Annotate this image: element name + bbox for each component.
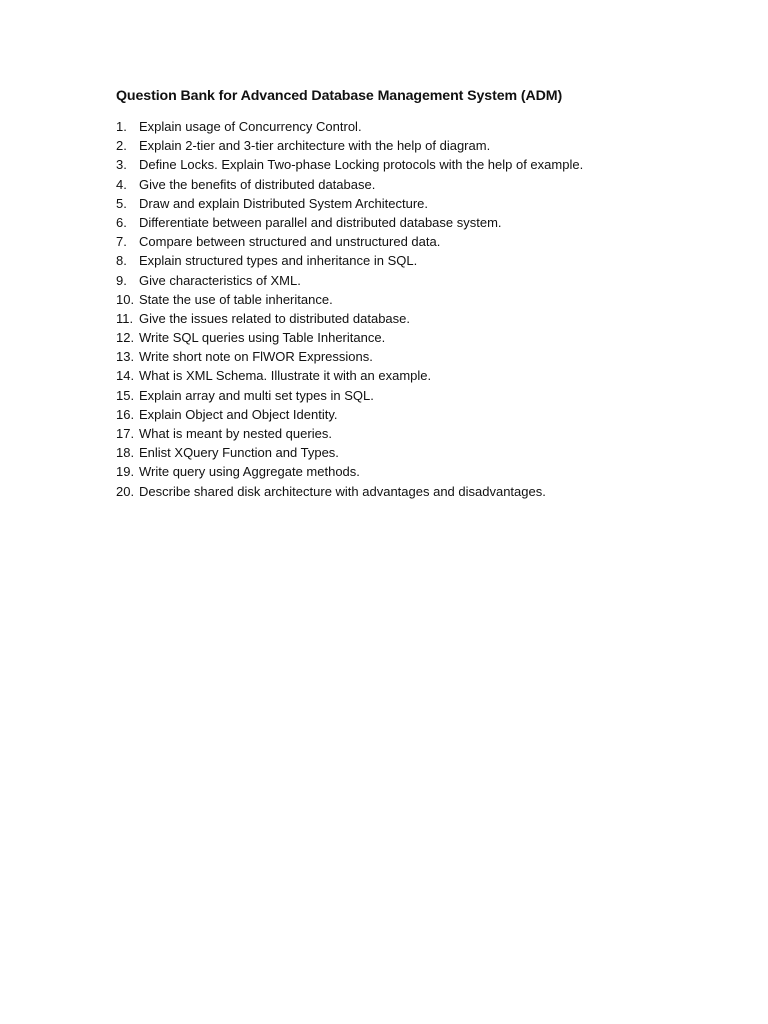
- question-text: Define Locks. Explain Two-phase Locking protocols with the help of example.: [139, 157, 584, 173]
- question-text: Draw and explain Distributed System Architecture.: [139, 195, 429, 211]
- question-text: Give the issues related to distributed database.: [139, 310, 410, 326]
- question-text: Write query using Aggregate methods.: [139, 464, 360, 480]
- question-number: 16.: [116, 406, 135, 422]
- question-number: 7.: [116, 234, 127, 250]
- question-number: 5.: [116, 195, 127, 211]
- question-item: [116, 309, 583, 328]
- question-text: Explain Object and Object Identity.: [139, 406, 338, 422]
- question-item: [116, 271, 583, 290]
- question-text: Explain usage of Concurrency Control.: [139, 119, 362, 134]
- question-number: 2.: [116, 138, 127, 154]
- question-list: [116, 117, 583, 501]
- question-number: 13.: [116, 349, 135, 365]
- question-number: 11.: [116, 310, 134, 326]
- question-text: What is meant by nested queries.: [139, 426, 332, 441]
- question-item: [116, 251, 583, 270]
- question-number: 12.: [116, 330, 135, 346]
- question-item: [116, 232, 583, 251]
- question-text: Write SQL queries using Table Inheritance.: [139, 330, 386, 346]
- question-text: Explain array and multi set types in SQL.: [139, 387, 374, 403]
- question-item: [116, 443, 583, 462]
- document-title: Question Bank for Advanced Database Management System (ADM): [116, 88, 563, 104]
- question-number: 15.: [116, 387, 135, 403]
- question-text: State the use of table inheritance.: [139, 291, 333, 307]
- question-number: 8.: [116, 253, 127, 269]
- question-number: 3.: [116, 157, 127, 173]
- question-number: 17.: [116, 426, 135, 441]
- question-text: Give characteristics of XML.: [139, 272, 301, 288]
- question-item: [116, 290, 583, 309]
- question-item: [116, 405, 583, 424]
- question-item: [116, 194, 583, 213]
- question-number: 18.: [116, 445, 135, 461]
- question-item: [116, 366, 583, 385]
- question-text: Enlist XQuery Function and Types.: [139, 445, 339, 461]
- question-item: [116, 155, 583, 174]
- question-number: 6.: [116, 214, 127, 230]
- question-item: [116, 175, 583, 194]
- question-item: [116, 482, 583, 501]
- question-item: [116, 386, 583, 405]
- question-text: Explain structured types and inheritance in SQL.: [139, 253, 418, 269]
- question-number: 9.: [116, 272, 127, 288]
- question-number: 10.: [116, 291, 135, 307]
- question-item: [116, 117, 583, 136]
- question-number: 14.: [116, 368, 135, 384]
- question-item: [116, 213, 583, 232]
- question-item: [116, 347, 583, 366]
- question-text: What is XML Schema. Illustrate it with an example.: [139, 368, 432, 384]
- question-text: Explain 2-tier and 3-tier architecture with the help of diagram.: [139, 138, 491, 154]
- question-item: [116, 424, 583, 443]
- question-text: Write short note on FlWOR Expressions.: [139, 349, 373, 365]
- question-number: 4.: [116, 176, 127, 192]
- question-number: 19.: [116, 464, 135, 480]
- question-text: Describe shared disk architecture with advantages and disadvantages.: [139, 483, 546, 499]
- question-text: Differentiate between parallel and distributed database system.: [139, 214, 502, 230]
- question-text: Compare between structured and unstructured data.: [139, 234, 441, 250]
- question-item: [116, 328, 583, 347]
- question-item: [116, 136, 583, 155]
- question-number: 1.: [116, 119, 127, 134]
- question-number: 20.: [116, 483, 135, 499]
- question-item: [116, 462, 583, 481]
- question-text: Give the benefits of distributed database.: [139, 176, 376, 192]
